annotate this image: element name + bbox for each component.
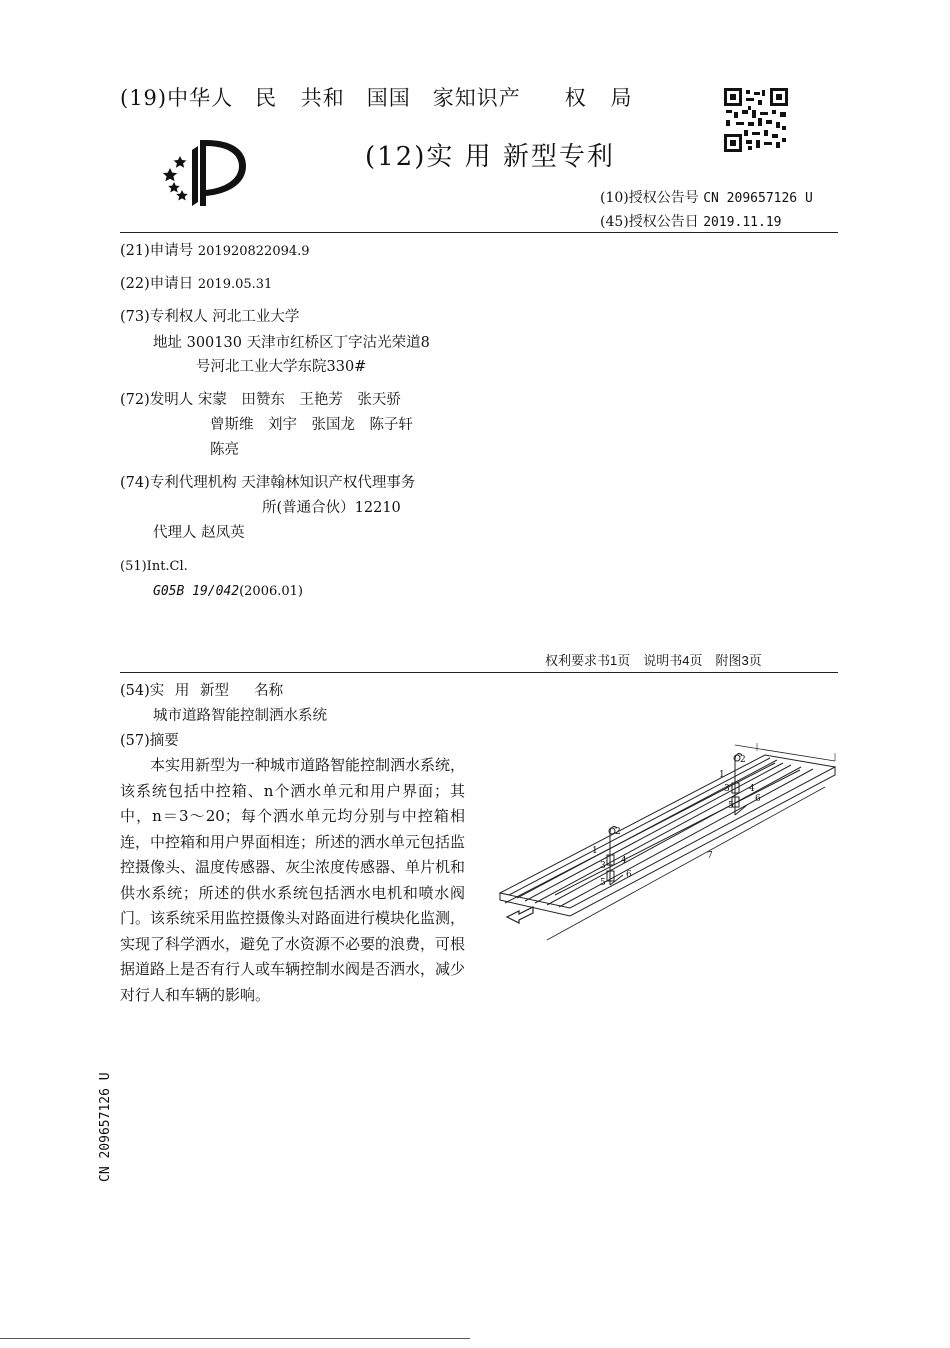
figure-label: 3: [600, 861, 606, 871]
header-divider: [120, 232, 838, 233]
application-date: 2019.05.31: [197, 277, 273, 292]
qr-code-icon: [724, 88, 788, 152]
abstract-label: (57)摘要: [120, 733, 179, 749]
int-cl-field: [153, 578, 303, 605]
figure-label: 2: [740, 755, 746, 765]
agent-field: [153, 520, 245, 547]
utility-model-title: 城市道路智能控制洒水系统: [153, 708, 327, 724]
pages-divider: [120, 672, 838, 673]
figure-label: 7: [707, 851, 713, 861]
address-line-2: 号河北工业大学东院330#: [196, 359, 367, 375]
document-type-title: (12)实 用 新型专利: [365, 142, 615, 172]
application-date-field: [120, 271, 272, 298]
road-surface: [500, 743, 835, 940]
direction-arrow-icon: [507, 907, 533, 923]
application-date-label: (22)申请日: [120, 276, 194, 292]
application-number-field: [120, 238, 310, 265]
agent-label: 代理人: [153, 525, 197, 541]
address-label: 地址: [153, 335, 182, 351]
side-patent-number: CN 209657126 U: [98, 1072, 113, 1182]
figure-label: 5: [600, 878, 606, 888]
agent-name: 赵凤英: [201, 525, 245, 541]
figure-label: 3: [724, 784, 730, 794]
publication-date-label: (45)授权公告日: [600, 214, 699, 230]
int-cl-code: G05B 19/042: [153, 584, 240, 599]
patentee-field: [120, 304, 299, 331]
footer-divider: [0, 1338, 470, 1339]
publication-number-label: (10)授权公告号: [600, 190, 699, 206]
agency-line-2: 所(普通合伙）12210: [262, 500, 401, 516]
publication-number: CN 209657126 U: [703, 191, 813, 206]
agency-field: [120, 470, 415, 497]
publication-number-line: [600, 187, 813, 207]
figure-label: 6: [755, 794, 761, 804]
agency-label: (74)专利代理机构: [120, 475, 237, 491]
figure-label: 5: [728, 801, 734, 811]
agency-line-1: 天津翰林知识产权代理事务: [241, 475, 416, 491]
patent-office-name: (19)中华人 民 共和 国国 家知识产 权 局: [120, 86, 633, 110]
title-section-label: (54)实 用 新型 名称: [120, 683, 284, 699]
application-number: 201920822094.9: [197, 244, 310, 259]
inventors-field: [120, 387, 401, 414]
inventors-line-3: 陈亮: [210, 442, 239, 458]
publication-date: 2019.11.19: [703, 215, 782, 230]
figure-label: 4: [621, 856, 627, 866]
figure-label: 4: [749, 784, 755, 794]
inventors-line-2: 曾斯维 刘宇 张国龙 陈子轩: [210, 417, 413, 433]
abstract-figure: [495, 725, 840, 950]
int-cl-version: (2006.01): [239, 584, 303, 599]
address-field: [153, 330, 430, 357]
int-cl-label: (51)Int.Cl.: [120, 559, 188, 574]
address-line-1: 300130 天津市红桥区丁字沽光荣道8: [186, 335, 430, 351]
inventors-line-1: 宋蒙 田赞东 王艳芳 张天骄: [197, 392, 401, 408]
inventors-label: (72)发明人: [120, 392, 194, 408]
figure-label: 6: [626, 870, 632, 880]
patentee-name: 河北工业大学: [212, 309, 300, 325]
patentee-label: (73)专利权人: [120, 309, 208, 325]
pages-info: 权利要求书1页 说明书4页 附图3页: [545, 653, 762, 668]
sipo-emblem-icon: [162, 136, 254, 208]
figure-label: 1: [719, 770, 725, 780]
figure-label: 1: [592, 846, 598, 856]
application-number-label: (21)申请号: [120, 243, 194, 259]
publication-date-line: [600, 211, 781, 231]
abstract-text: 本实用新型为一种城市道路智能控制洒水系统，该系统包括中控箱、n个洒水单元和用户界面；其中，n＝3～20；每个洒水单元均分别与中控箱相连，中控箱和用户界面相连；所述的洒水单元包括监控摄像头、温度传感器、灰尘浓度传感器、单片机和供水系统；所述的供水系统包括洒水电机和喷水阀门。该系统采用监控摄像头对路面进行模块化监测，实现了科学洒水，避免了水资源不必要的浪费，可根据道路上是否有行人或车辆控制水阀是否洒水，减少对行人和车辆的影响。: [120, 756, 466, 1004]
figure-label: 2: [615, 827, 621, 837]
